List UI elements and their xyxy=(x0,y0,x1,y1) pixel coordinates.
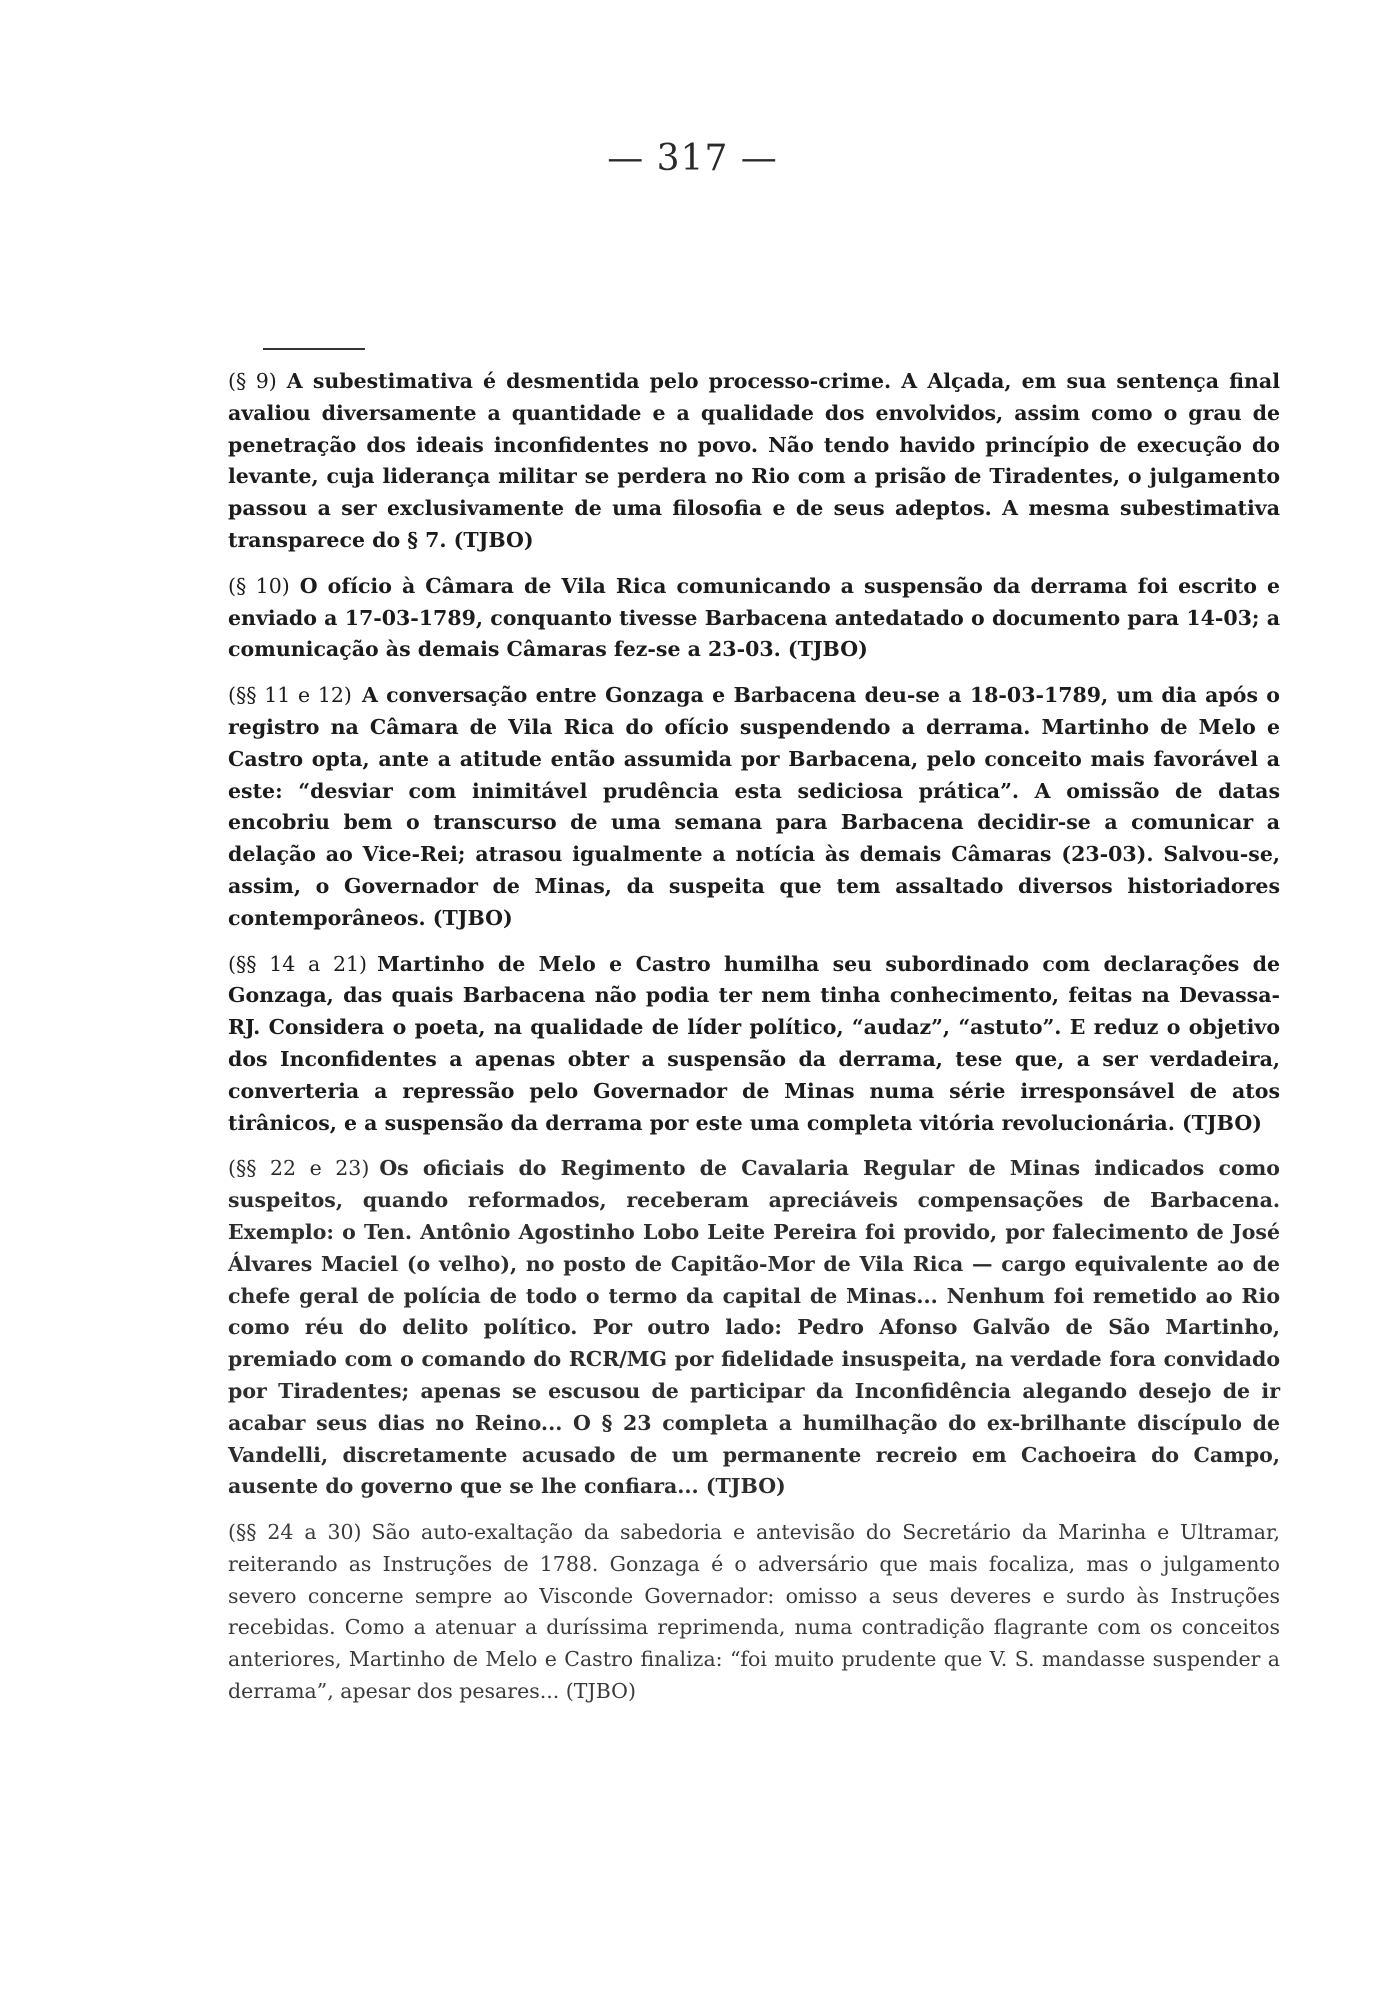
note-text: Os oficiais do Regimento de Cavalaria Regular de Minas indicados como suspeitos, quando reformados, receberam apreciáveis compensações de Barbacena. Exemplo: o Ten. Antônio Agostinho Lobo Leite Pereira foi provido, por falecimento de José Álvares Maciel (o velho), no posto de Capitão-Mor de Vila Rica — cargo equivalente ao de chefe geral de polícia de todo o termo da capital de Minas... Nenhum foi remetido ao Rio como réu do delito político. Por outro lado: Pedro Afonso Galvão de São Martinho, premiado com o comando do RCR/MG por fidelidade insuspeita, na verdade fora convidado por Tiradentes; apenas se escusou de participar da Inconfidência alegando desejo de ir acabar seus dias no Reino... O § 23 completa a humilhação do ex-brilhante discípulo de Vandelli, discretamente acusado de um permanente recreio em Cachoeira do Campo, ausente do governo que se lhe confiara... (TJBO) xyxy=(228,1156,1280,1499)
note-paragraph-9 xyxy=(228,366,1280,557)
notes-section xyxy=(228,366,1280,1722)
note-ref: (§§ 11 e 12) xyxy=(228,683,352,708)
footnote-separator xyxy=(263,348,365,350)
note-paragraph-24-30 xyxy=(228,1517,1280,1708)
note-paragraph-14-21 xyxy=(228,949,1280,1140)
note-paragraph-10 xyxy=(228,571,1280,666)
note-text: São auto-exaltação da sabedoria e antevisão do Secretário da Marinha e Ultramar, reiterando as Instruções de 1788. Gonzaga é o adversário que mais focaliza, mas o julgamento severo concerne sempre ao Visconde Governador: omisso a seus deveres e surdo às Instruções recebidas. Como a atenuar a duríssima reprimenda, numa contradição flagrante com os conceitos anteriores, Martinho de Melo e Castro finaliza: “foi muito prudente que V. S. mandasse suspender a derrama”, apesar dos pesares... (TJBO) xyxy=(228,1520,1281,1704)
note-text: A conversação entre Gonzaga e Barbacena deu-se a 18-03-1789, um dia após o registro na Câmara de Vila Rica do ofício suspendendo a derrama. Martinho de Melo e Castro opta, ante a atitude então assumida por Barbacena, pelo conceito mais favorável a este: “desviar com inimitável prudência esta sediciosa prática”. A omissão de datas encobriu bem o transcurso de uma semana para Barbacena decidir-se a comunicar a delação ao Vice-Rei; atrasou igualmente a notícia às demais Câmaras (23-03). Salvou-se, assim, o Governador de Minas, da suspeita que tem assaltado diversos historiadores contemporâneos. (TJBO) xyxy=(228,683,1280,930)
note-ref: (§§ 14 a 21) xyxy=(228,951,368,976)
note-ref: (§ 10) xyxy=(228,573,290,598)
note-ref: (§§ 24 a 30) xyxy=(228,1520,362,1545)
note-text: Martinho de Melo e Castro humilha seu subordinado com declarações de Gonzaga, das quais Barbacena não podia ter nem tinha conhecimento, feitas na Devassa-RJ. Considera o poeta, na qualidade de líder político, “audaz”, “astuto”. E reduz o objetivo dos Inconfidentes a apenas obter a suspensão da derrama, tese que, a ser verdadeira, converteria a repressão pelo Governador de Minas numa série irresponsável de atos tirânicos, e a suspensão da derrama por este uma completa vitória revolucionária. (TJBO) xyxy=(228,951,1280,1135)
note-text: O ofício à Câmara de Vila Rica comunicando a suspensão da derrama foi escrito e enviado a 17-03-1789, conquanto tivesse Barbacena antedatado o documento para 14-03; a comunicação às demais Câmaras fez-se a 23-03. (TJBO) xyxy=(228,573,1280,662)
note-paragraph-11-12 xyxy=(228,680,1280,934)
note-ref: (§ 9) xyxy=(228,369,277,393)
note-text: A subestimativa é desmentida pelo processo-crime. A Alçada, em sua sentença final avaliou diversamente a quantidade e a qualidade dos envolvidos, assim como o grau de penetração dos ideais inconfidentes no povo. Não tendo havido princípio de execução do levante, cuja liderança militar se perdera no Rio com a prisão de Tiradentes, o julgamento passou a ser exclusivamente de uma filosofia e de seus adeptos. A mesma subestimativa transparece do § 7. (TJBO) xyxy=(228,369,1281,552)
note-ref: (§§ 22 e 23) xyxy=(228,1156,370,1181)
note-paragraph-22-23 xyxy=(228,1153,1280,1503)
page-number: — 317 — xyxy=(607,138,778,179)
